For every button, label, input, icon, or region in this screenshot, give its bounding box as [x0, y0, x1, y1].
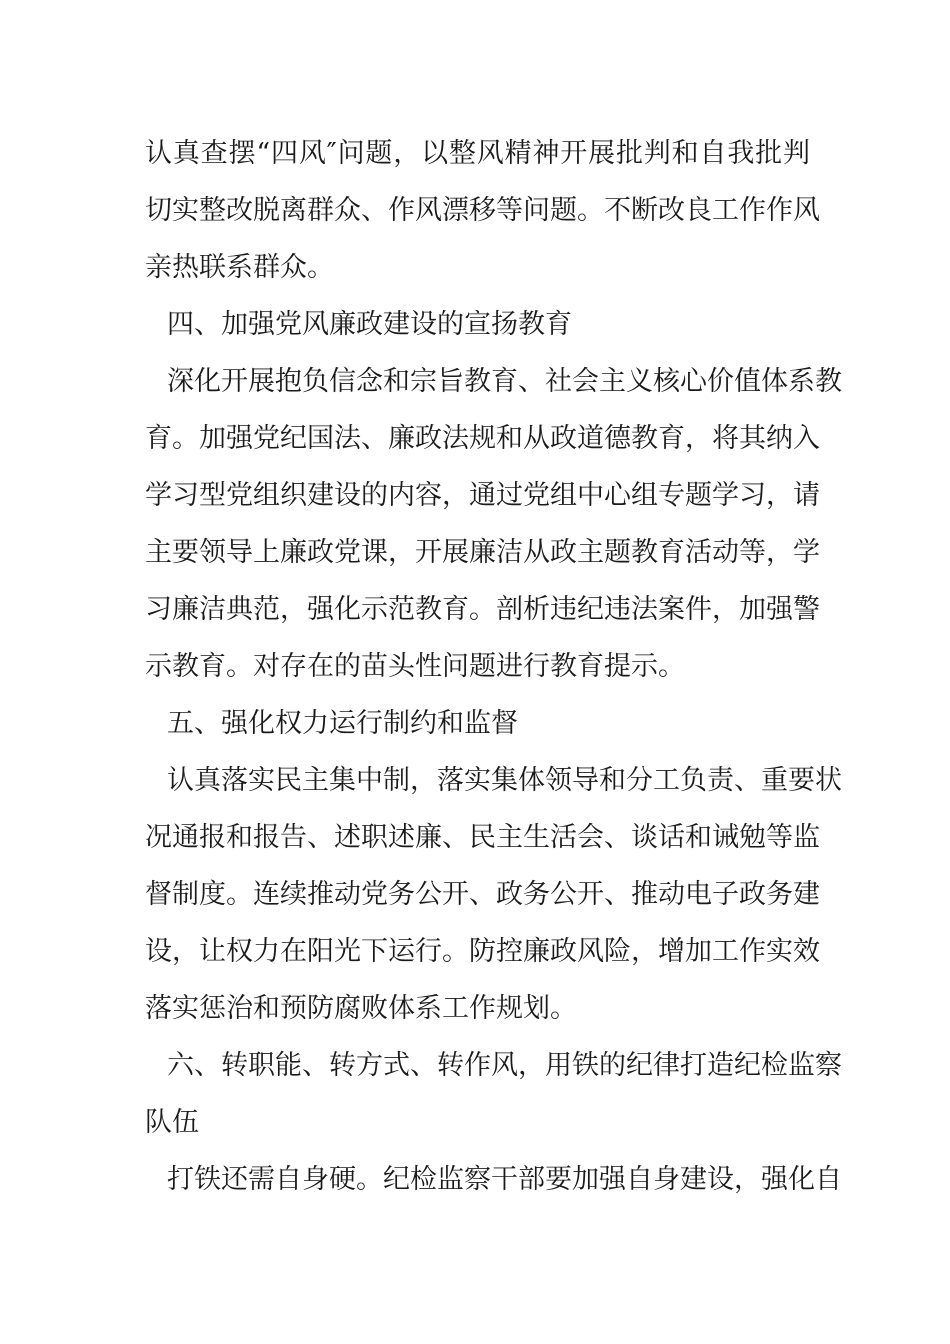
section-heading: 五、强化权力运行制约和监督 — [167, 708, 518, 739]
text-line: 落实惩治和预防腐败体系工作规划。 — [145, 993, 577, 1024]
section-heading-continued: 队伍 — [145, 1107, 199, 1138]
text-line: 育。加强党纪国法、廉政法规和从政道德教育，将其纳入 — [145, 423, 820, 454]
text-line: 况通报和报告、述职述廉、民主生活会、谈话和诫勉等监 — [145, 822, 820, 853]
text-line: 设，让权力在阳光下运行。防控廉政风险，增加工作实效 — [145, 936, 820, 967]
text-line: 认真落实民主集中制，落实集体领导和分工负责、重要状 — [167, 765, 842, 796]
text-line: 深化开展抱负信念和宗旨教育、社会主义核心价值体系教 — [167, 366, 842, 397]
text-line: 督制度。连续推动党务公开、政务公开、推动电子政务建 — [145, 879, 820, 910]
section-heading: 四、加强党风廉政建设的宣扬教育 — [167, 309, 572, 340]
text-line: 打铁还需自身硬。纪检监察干部要加强自身建设，强化自 — [167, 1164, 842, 1195]
section-heading: 六、转职能、转方式、转作风，用铁的纪律打造纪检监察 — [167, 1050, 842, 1081]
text-line: 亲热联系群众。 — [145, 252, 334, 283]
text-line: 认真查摆“四风″问题，以整风精神开展批判和自我批判 — [145, 138, 810, 169]
text-line: 习廉洁典范，强化示范教育。剖析违纪违法案件，加强警 — [145, 594, 820, 625]
text-line: 切实整改脱离群众、作风漂移等问题。不断改良工作作风 — [145, 195, 820, 226]
text-line: 主要领导上廉政党课，开展廉洁从政主题教育活动等，学 — [145, 537, 820, 568]
text-line: 示教育。对存在的苗头性问题进行教育提示。 — [145, 651, 685, 682]
text-line: 学习型党组织建设的内容，通过党组中心组专题学习，请 — [145, 480, 820, 511]
